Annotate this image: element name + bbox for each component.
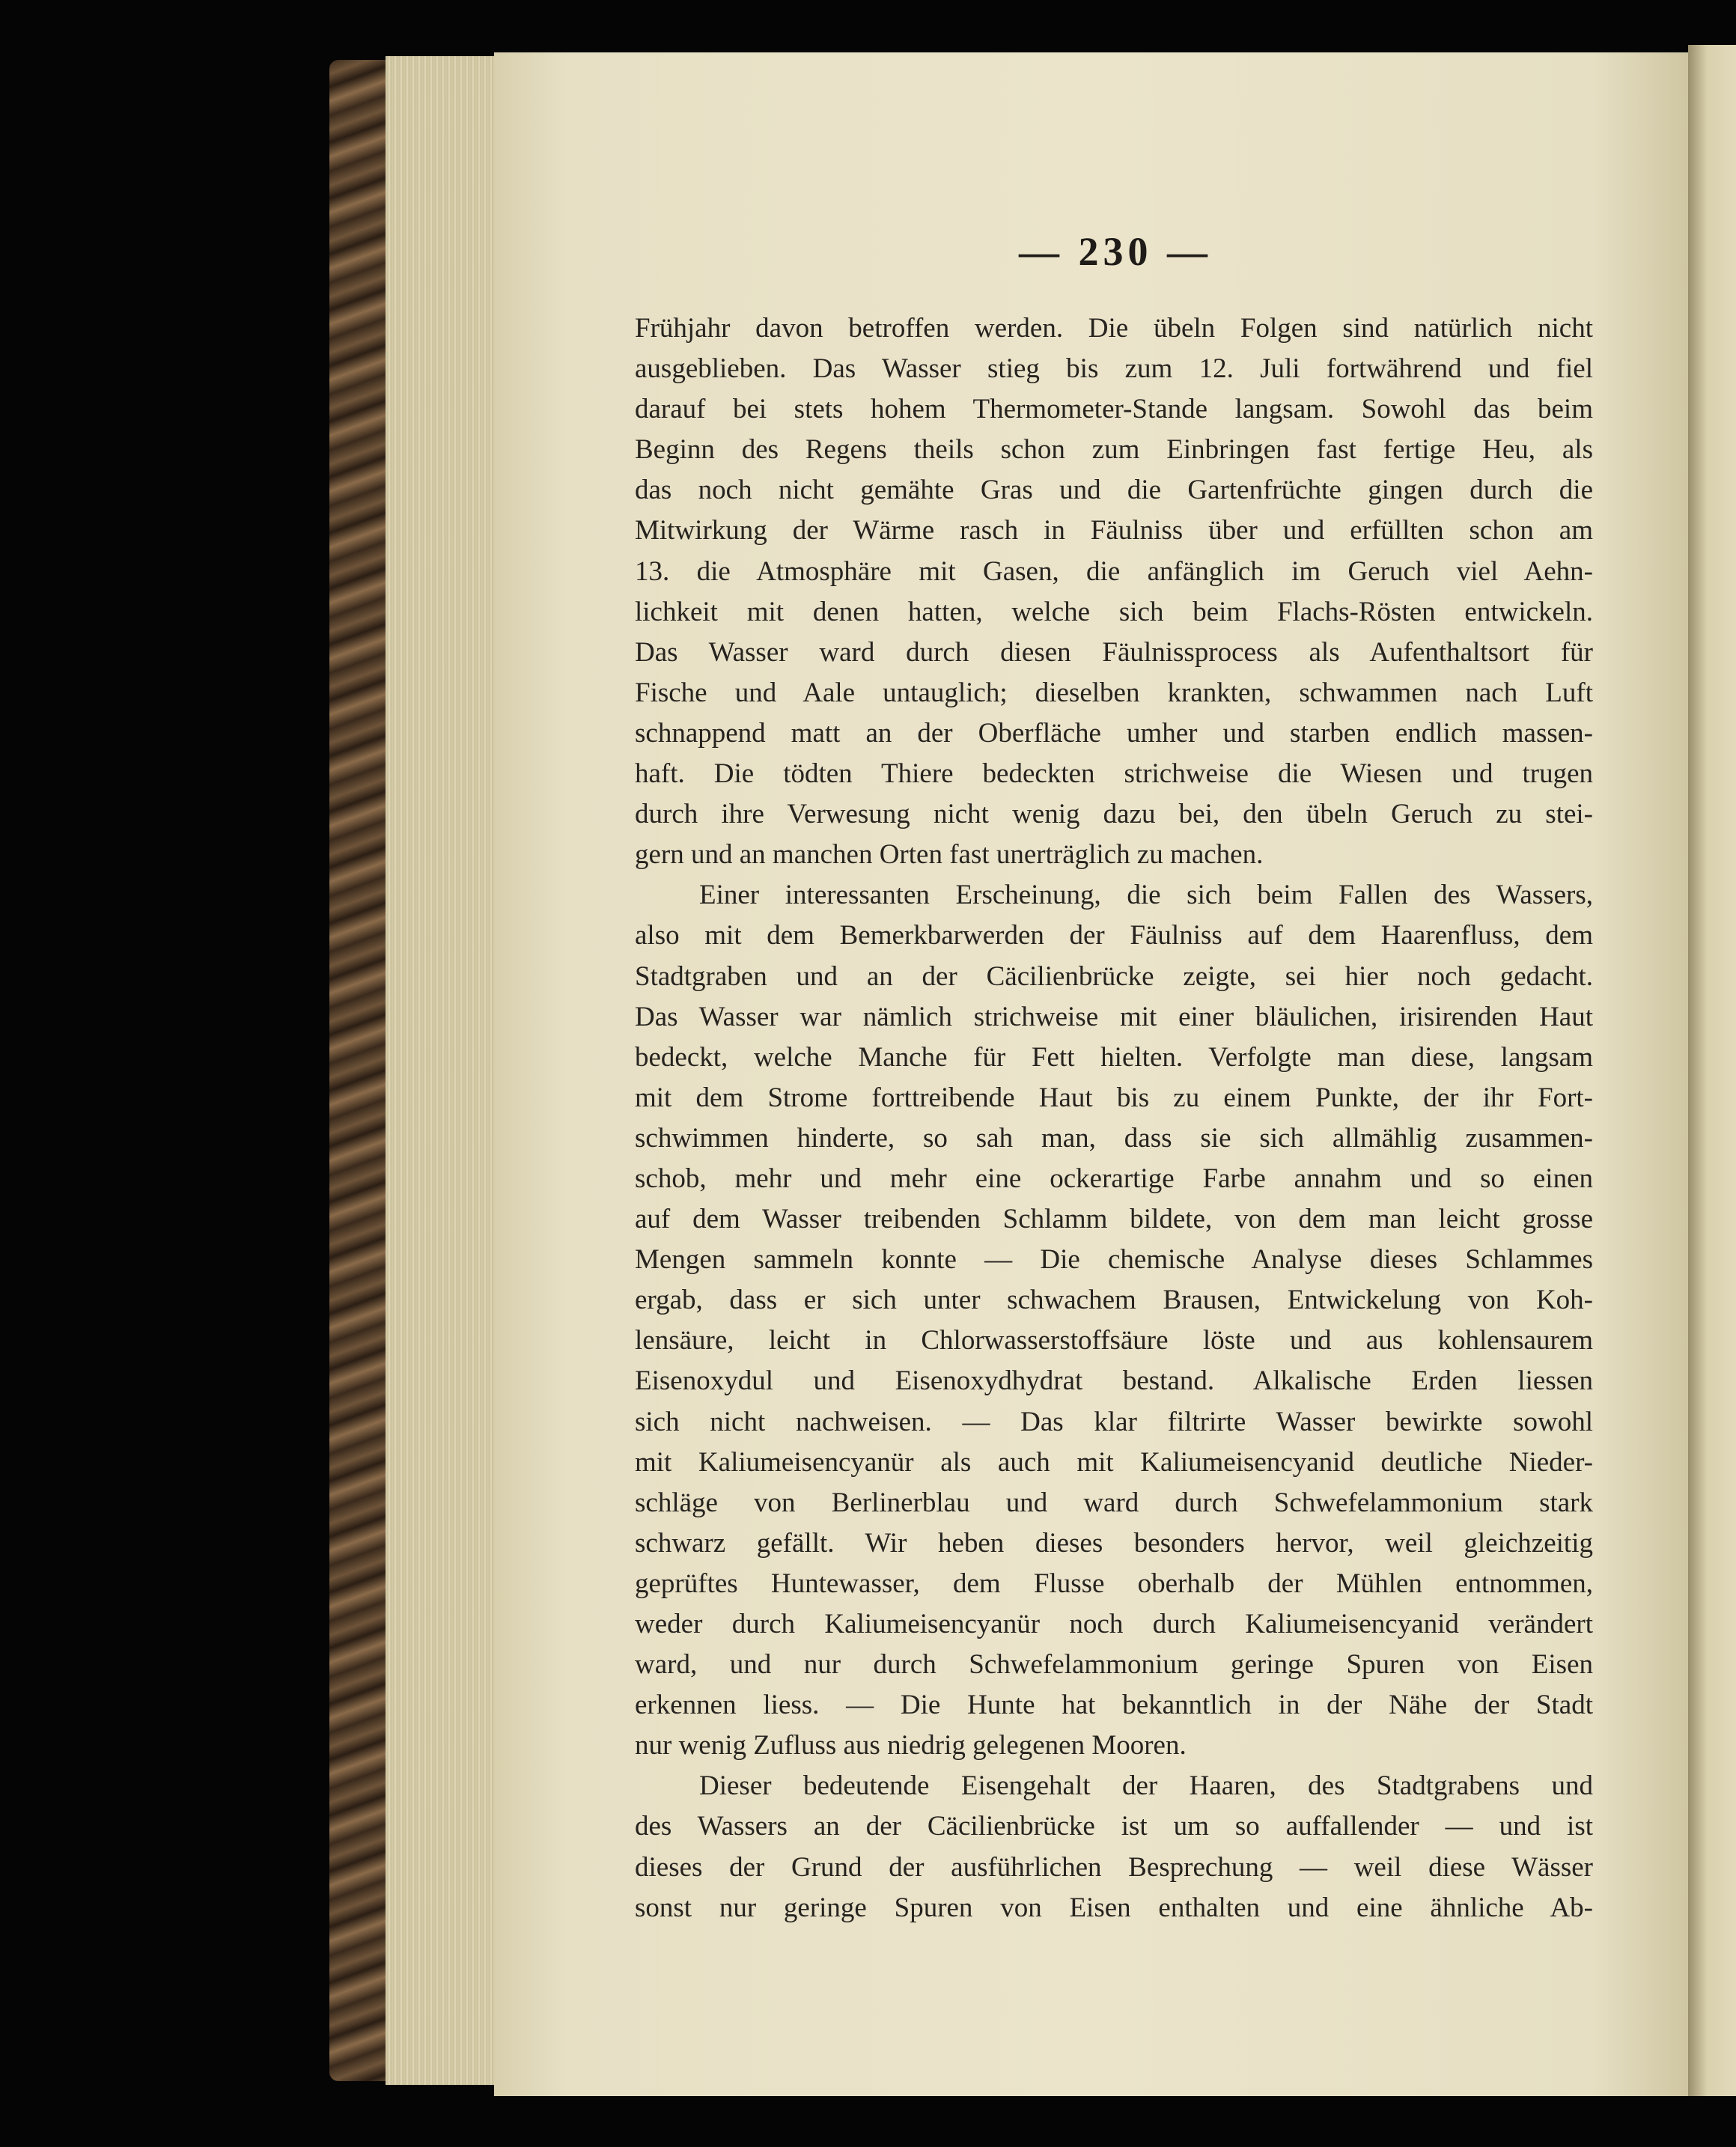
text-line: dieses der Grund der ausführlichen Besprechung — weil diese Wässer [635,1851,1593,1883]
text-line: mit dem Strome forttreibende Haut bis zu einem Punkte, der ihr Fort- [635,1082,1593,1113]
text-line: durch ihre Verwesung nicht wenig dazu bei, den übeln Geruch zu stei- [635,799,1593,830]
text-line: weder durch Kaliumeisencyanür noch durch Kaliumeisencyanid verändert [635,1609,1593,1639]
text-line: lensäure, leicht in Chlorwasserstoffsäure löste und aus kohlensaurem [635,1325,1593,1356]
text-line: ergab, dass er sich unter schwachem Brausen, Entwickelung von Koh- [635,1285,1593,1316]
text-line: sonst nur geringe Spuren von Eisen enthalten und eine ähnliche Ab- [635,1892,1593,1923]
text-line: schläge von Berlinerblau und ward durch Schwefelammonium stark [635,1487,1593,1518]
page-edges [386,56,498,2085]
text-line: auf dem Wasser treibenden Schlamm bildete, von dem man leicht grosse [635,1204,1593,1235]
text-line: darauf bei stets hohem Thermometer-Stande langsam. Sowohl das beim [635,394,1593,425]
text-line: 13. die Atmosphäre mit Gasen, die anfänglich im Geruch viel Aehn- [635,555,1593,587]
text-line: Mengen sammeln konnte — Die chemische Analyse dieses Schlammes [635,1244,1593,1276]
text-line: geprüftes Huntewasser, dem Flusse oberhalb der Mühlen entnommen, [635,1568,1593,1599]
text-line: Einer interessanten Erscheinung, die sich beim Fallen des Wassers, [699,880,1593,911]
text-line: das noch nicht gemähte Gras und die Gartenfrüchte gingen durch die [635,475,1593,506]
text-line: Dieser bedeutende Eisengehalt der Haaren, des Stadtgrabens und [699,1770,1593,1802]
text-line: Stadtgraben und an der Cäcilienbrücke zeigte, sei hier noch gedacht. [635,960,1593,992]
text-line: mit Kaliumeisencyanür als auch mit Kaliumeisencyanid deutliche Nieder- [635,1446,1593,1478]
text-line: bedeckt, welche Manche für Fett hielten. Verfolgte man diese, langsam [635,1041,1593,1073]
text-line: ward, und nur durch Schwefelammonium geringe Spuren von Eisen [635,1649,1593,1681]
text-line: Frühjahr davon betroffen werden. Die übeln Folgen sind natürlich nicht [635,313,1593,344]
text-line: des Wassers an der Cäcilienbrücke ist um so auffallender — und ist [635,1811,1593,1842]
text-line: haft. Die tödten Thiere bedeckten strichweise die Wiesen und trugen [635,758,1593,790]
text-line: Eisenoxydul und Eisenoxydhydrat bestand. Alkalische Erden liessen [635,1365,1593,1397]
text-line: Fische und Aale untauglich; dieselben krankten, schwammen nach Luft [635,677,1593,708]
page-body [635,308,1593,1928]
text-line: sich nicht nachweisen. — Das klar filtrirte Wasser bewirkte sowohl [635,1406,1593,1437]
text-line: also mit dem Bemerkbarwerden der Fäulniss auf dem Haarenfluss, dem [635,920,1593,951]
text-line: nur wenig Zufluss aus niedrig gelegenen Mooren. [635,1730,1187,1761]
text-line: gern und an manchen Orten fast unerträglich zu machen. [635,839,1264,871]
facing-page-edge [1688,45,1736,2096]
text-line: schwimmen hinderte, so sah man, dass sie sich allmählig zusammen- [635,1122,1593,1154]
page-number: — 230 — [1019,229,1212,274]
text-line: Das Wasser war nämlich strichweise mit einer bläulichen, irisirenden Haut [635,1001,1593,1032]
text-line: erkennen liess. — Die Hunte hat bekanntlich in der Nähe der Stadt [635,1690,1593,1721]
text-line: lichkeit mit denen hatten, welche sich beim Flachs-Rösten entwickeln. [635,596,1593,627]
text-line: schnappend matt an der Oberfläche umher und starben endlich massen- [635,717,1593,749]
text-line: Das Wasser ward durch diesen Fäulnissprocess als Aufenthaltsort für [635,636,1593,668]
text-line: Mitwirkung der Wärme rasch in Fäulniss über und erfüllten schon am [635,515,1593,546]
text-line: ausgeblieben. Das Wasser stieg bis zum 12. Juli fortwährend und fiel [635,353,1593,385]
text-line: schob, mehr und mehr eine ockerartige Farbe annahm und so einen [635,1163,1593,1194]
text-line: Beginn des Regens theils schon zum Einbringen fast fertige Heu, als [635,434,1593,466]
text-line: schwarz gefällt. Wir heben dieses besonders hervor, weil gleichzeitig [635,1527,1593,1559]
